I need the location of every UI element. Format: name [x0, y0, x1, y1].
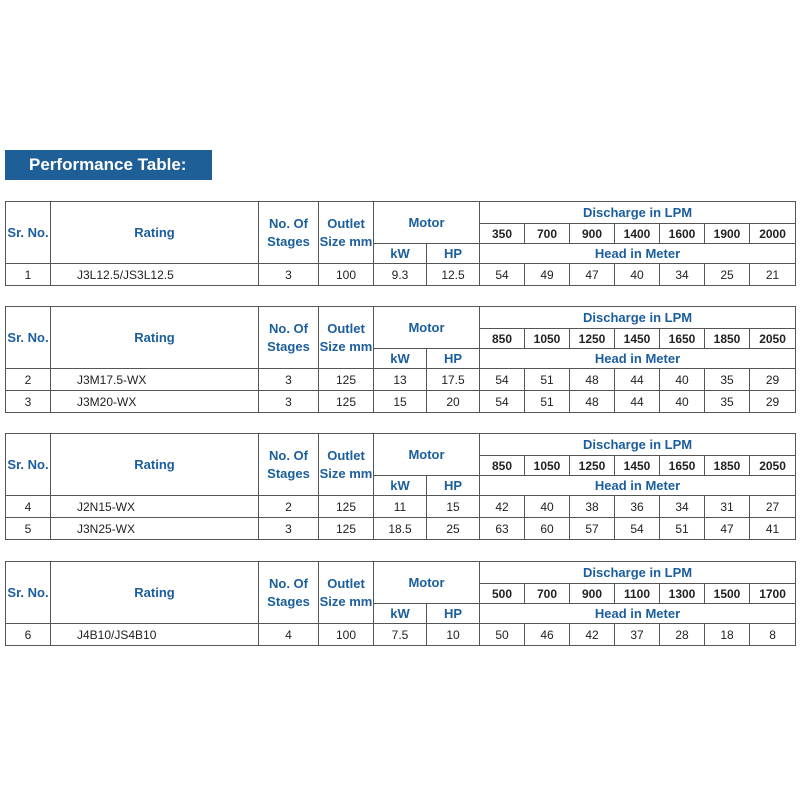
head-cell: 42	[480, 496, 525, 518]
stages-cell: 3	[259, 369, 319, 391]
head-cell: 28	[660, 624, 705, 646]
lpm-value: 1050	[525, 329, 570, 349]
lpm-value: 700	[525, 584, 570, 604]
motor-header: Motor	[374, 434, 480, 476]
outlet-size-header: Outlet Size mm	[319, 434, 374, 496]
head-cell: 34	[660, 264, 705, 286]
outlet-size-header: Outlet Size mm	[319, 202, 374, 264]
kw-header: kW	[374, 349, 427, 369]
table-row	[6, 624, 796, 646]
stages-header: No. Of Stages	[259, 307, 319, 369]
motor-header: Motor	[374, 307, 480, 349]
head-cell: 29	[750, 369, 796, 391]
lpm-value: 1300	[660, 584, 705, 604]
stages-cell: 3	[259, 391, 319, 413]
sr-no-cell: 5	[6, 518, 51, 540]
stages-header: No. Of Stages	[259, 434, 319, 496]
head-cell: 48	[570, 391, 615, 413]
rating-header: Rating	[51, 307, 259, 369]
kw-cell: 15	[374, 391, 427, 413]
sr-no-header: Sr. No.	[6, 307, 51, 369]
hp-cell: 17.5	[427, 369, 480, 391]
rating-cell: J3M20-WX	[51, 391, 259, 413]
head-header: Head in Meter	[480, 349, 796, 369]
stages-cell: 3	[259, 264, 319, 286]
head-cell: 35	[705, 369, 750, 391]
lpm-value: 2000	[750, 224, 796, 244]
kw-cell: 13	[374, 369, 427, 391]
table-row	[6, 518, 796, 540]
discharge-header: Discharge in LPM	[480, 562, 796, 584]
hp-header: HP	[427, 244, 480, 264]
head-cell: 25	[705, 264, 750, 286]
head-cell: 63	[480, 518, 525, 540]
outlet-cell: 125	[319, 496, 374, 518]
head-cell: 34	[660, 496, 705, 518]
hp-header: HP	[427, 349, 480, 369]
section-title: Performance Table:	[29, 155, 187, 174]
head-cell: 46	[525, 624, 570, 646]
lpm-value: 1700	[750, 584, 796, 604]
table-row	[6, 391, 796, 413]
lpm-value: 1850	[705, 329, 750, 349]
sr-no-cell: 1	[6, 264, 51, 286]
kw-header: kW	[374, 476, 427, 496]
performance-table	[5, 201, 796, 286]
discharge-header: Discharge in LPM	[480, 434, 796, 456]
lpm-value: 1650	[660, 329, 705, 349]
kw-cell: 11	[374, 496, 427, 518]
head-cell: 48	[570, 369, 615, 391]
outlet-cell: 125	[319, 391, 374, 413]
lpm-value: 1250	[570, 329, 615, 349]
head-cell: 37	[615, 624, 660, 646]
kw-cell: 9.3	[374, 264, 427, 286]
head-cell: 47	[570, 264, 615, 286]
kw-header: kW	[374, 244, 427, 264]
performance-table	[5, 561, 796, 646]
kw-cell: 18.5	[374, 518, 427, 540]
hp-cell: 25	[427, 518, 480, 540]
rating-header: Rating	[51, 202, 259, 264]
stages-header: No. Of Stages	[259, 202, 319, 264]
head-cell: 54	[480, 391, 525, 413]
outlet-size-header: Outlet Size mm	[319, 562, 374, 624]
head-cell: 29	[750, 391, 796, 413]
lpm-value: 1100	[615, 584, 660, 604]
performance-table	[5, 306, 796, 413]
lpm-value: 2050	[750, 329, 796, 349]
stages-cell: 4	[259, 624, 319, 646]
hp-header: HP	[427, 476, 480, 496]
head-cell: 51	[660, 518, 705, 540]
head-cell: 36	[615, 496, 660, 518]
lpm-value: 350	[480, 224, 525, 244]
head-cell: 27	[750, 496, 796, 518]
head-cell: 40	[525, 496, 570, 518]
head-header: Head in Meter	[480, 604, 796, 624]
outlet-cell: 125	[319, 518, 374, 540]
hp-cell: 20	[427, 391, 480, 413]
lpm-value: 1650	[660, 456, 705, 476]
rating-cell: J3L12.5/JS3L12.5	[51, 264, 259, 286]
head-cell: 41	[750, 518, 796, 540]
head-cell: 50	[480, 624, 525, 646]
head-cell: 57	[570, 518, 615, 540]
kw-header: kW	[374, 604, 427, 624]
lpm-value: 1050	[525, 456, 570, 476]
head-cell: 18	[705, 624, 750, 646]
rating-cell: J3M17.5-WX	[51, 369, 259, 391]
head-cell: 54	[480, 369, 525, 391]
sr-no-cell: 4	[6, 496, 51, 518]
head-cell: 21	[750, 264, 796, 286]
lpm-value: 1500	[705, 584, 750, 604]
lpm-value: 900	[570, 224, 615, 244]
lpm-value: 1250	[570, 456, 615, 476]
lpm-value: 850	[480, 329, 525, 349]
hp-cell: 12.5	[427, 264, 480, 286]
outlet-cell: 100	[319, 264, 374, 286]
kw-cell: 7.5	[374, 624, 427, 646]
table-row	[6, 369, 796, 391]
head-cell: 51	[525, 391, 570, 413]
lpm-value: 1900	[705, 224, 750, 244]
head-cell: 40	[660, 391, 705, 413]
lpm-value: 500	[480, 584, 525, 604]
sr-no-cell: 2	[6, 369, 51, 391]
lpm-value: 1850	[705, 456, 750, 476]
head-header: Head in Meter	[480, 476, 796, 496]
head-cell: 8	[750, 624, 796, 646]
stages-cell: 2	[259, 496, 319, 518]
head-cell: 54	[480, 264, 525, 286]
sr-no-header: Sr. No.	[6, 202, 51, 264]
head-cell: 31	[705, 496, 750, 518]
hp-cell: 10	[427, 624, 480, 646]
head-cell: 44	[615, 391, 660, 413]
head-cell: 40	[615, 264, 660, 286]
lpm-value: 1450	[615, 329, 660, 349]
sr-no-cell: 6	[6, 624, 51, 646]
table-row	[6, 264, 796, 286]
table-row	[6, 496, 796, 518]
lpm-value: 1600	[660, 224, 705, 244]
lpm-value: 700	[525, 224, 570, 244]
outlet-size-header: Outlet Size mm	[319, 307, 374, 369]
lpm-value: 850	[480, 456, 525, 476]
head-cell: 35	[705, 391, 750, 413]
discharge-header: Discharge in LPM	[480, 202, 796, 224]
rating-header: Rating	[51, 434, 259, 496]
stages-cell: 3	[259, 518, 319, 540]
sr-no-header: Sr. No.	[6, 434, 51, 496]
sr-no-header: Sr. No.	[6, 562, 51, 624]
head-cell: 38	[570, 496, 615, 518]
head-cell: 44	[615, 369, 660, 391]
rating-cell: J2N15-WX	[51, 496, 259, 518]
head-cell: 49	[525, 264, 570, 286]
motor-header: Motor	[374, 562, 480, 604]
hp-cell: 15	[427, 496, 480, 518]
head-cell: 40	[660, 369, 705, 391]
section-title-banner	[5, 150, 212, 180]
lpm-value: 900	[570, 584, 615, 604]
rating-cell: J4B10/JS4B10	[51, 624, 259, 646]
head-cell: 47	[705, 518, 750, 540]
rating-header: Rating	[51, 562, 259, 624]
sr-no-cell: 3	[6, 391, 51, 413]
discharge-header: Discharge in LPM	[480, 307, 796, 329]
stages-header: No. Of Stages	[259, 562, 319, 624]
head-header: Head in Meter	[480, 244, 796, 264]
head-cell: 54	[615, 518, 660, 540]
head-cell: 51	[525, 369, 570, 391]
outlet-cell: 100	[319, 624, 374, 646]
lpm-value: 2050	[750, 456, 796, 476]
head-cell: 60	[525, 518, 570, 540]
rating-cell: J3N25-WX	[51, 518, 259, 540]
outlet-cell: 125	[319, 369, 374, 391]
lpm-value: 1400	[615, 224, 660, 244]
performance-table	[5, 433, 796, 540]
hp-header: HP	[427, 604, 480, 624]
head-cell: 42	[570, 624, 615, 646]
lpm-value: 1450	[615, 456, 660, 476]
motor-header: Motor	[374, 202, 480, 244]
